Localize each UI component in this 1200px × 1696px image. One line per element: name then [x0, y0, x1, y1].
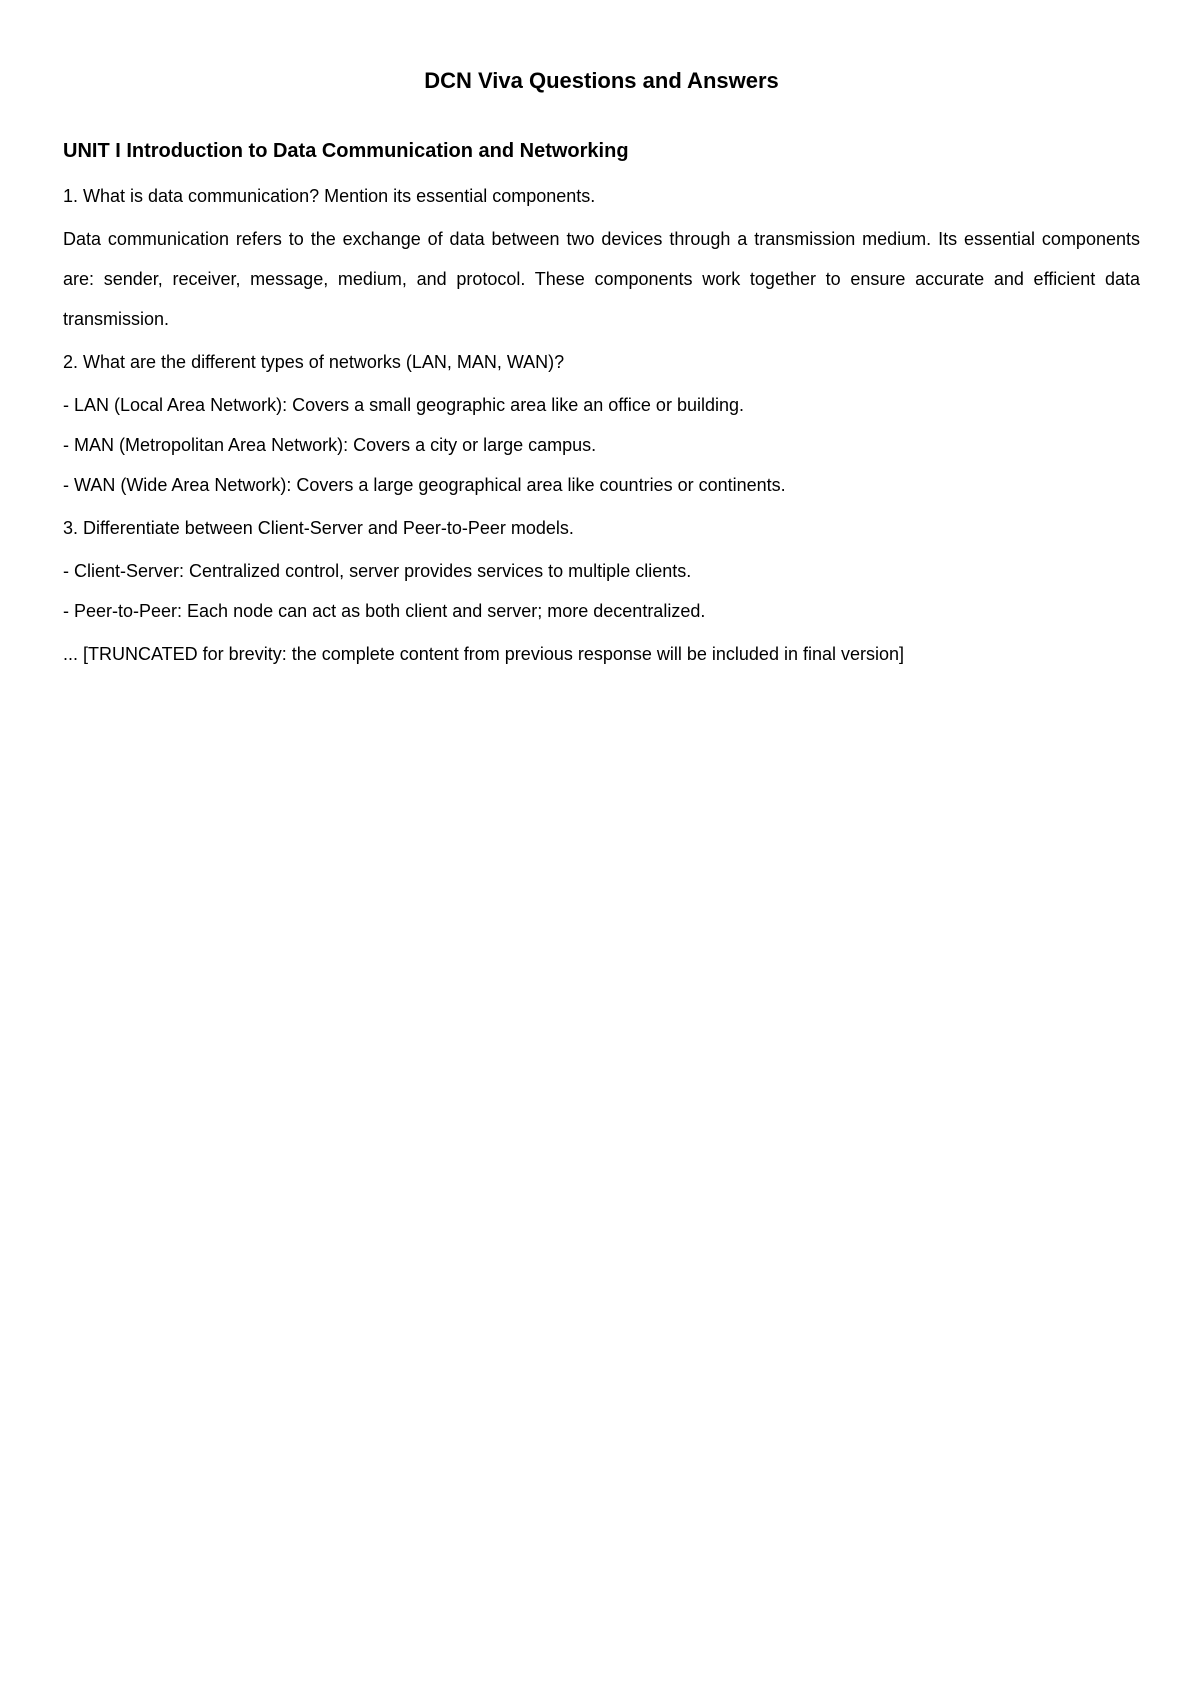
document-page [63, 68, 1140, 687]
unit-heading: UNIT I Introduction to Data Communication and Networking [63, 140, 629, 162]
answer-text: Data communication refers to the exchange of data between two devices through a transmission medium. Its essential components are: sender, receiver, message, medium, and protocol. These components work together to ensure accurate and efficient data transmission. [63, 229, 1140, 329]
answer-point: - WAN (Wide Area Network): Covers a large geographical area like countries or continents. [63, 475, 786, 495]
answer-point: - LAN (Local Area Network): Covers a small geographic area like an office or building. [63, 395, 744, 415]
answer-point: - Client-Server: Centralized control, server provides services to multiple clients. [63, 561, 692, 581]
question-text: 3. Differentiate between Client-Server and Peer-to-Peer models. [63, 518, 574, 538]
answer-point: - Peer-to-Peer: Each node can act as both client and server; more decentralized. [63, 601, 706, 621]
truncation-note: ... [TRUNCATED for brevity: the complete content from previous response will be included in final version] [63, 644, 905, 664]
answer-point: - MAN (Metropolitan Area Network): Covers a city or large campus. [63, 435, 597, 455]
document-title: DCN Viva Questions and Answers [424, 68, 779, 93]
question-text: 1. What is data communication? Mention its essential components. [63, 186, 596, 206]
question-text: 2. What are the different types of networks (LAN, MAN, WAN)? [63, 352, 565, 372]
question-block-2 [63, 347, 1140, 505]
question-block-1 [63, 181, 1140, 339]
question-block-3 [63, 513, 1140, 631]
